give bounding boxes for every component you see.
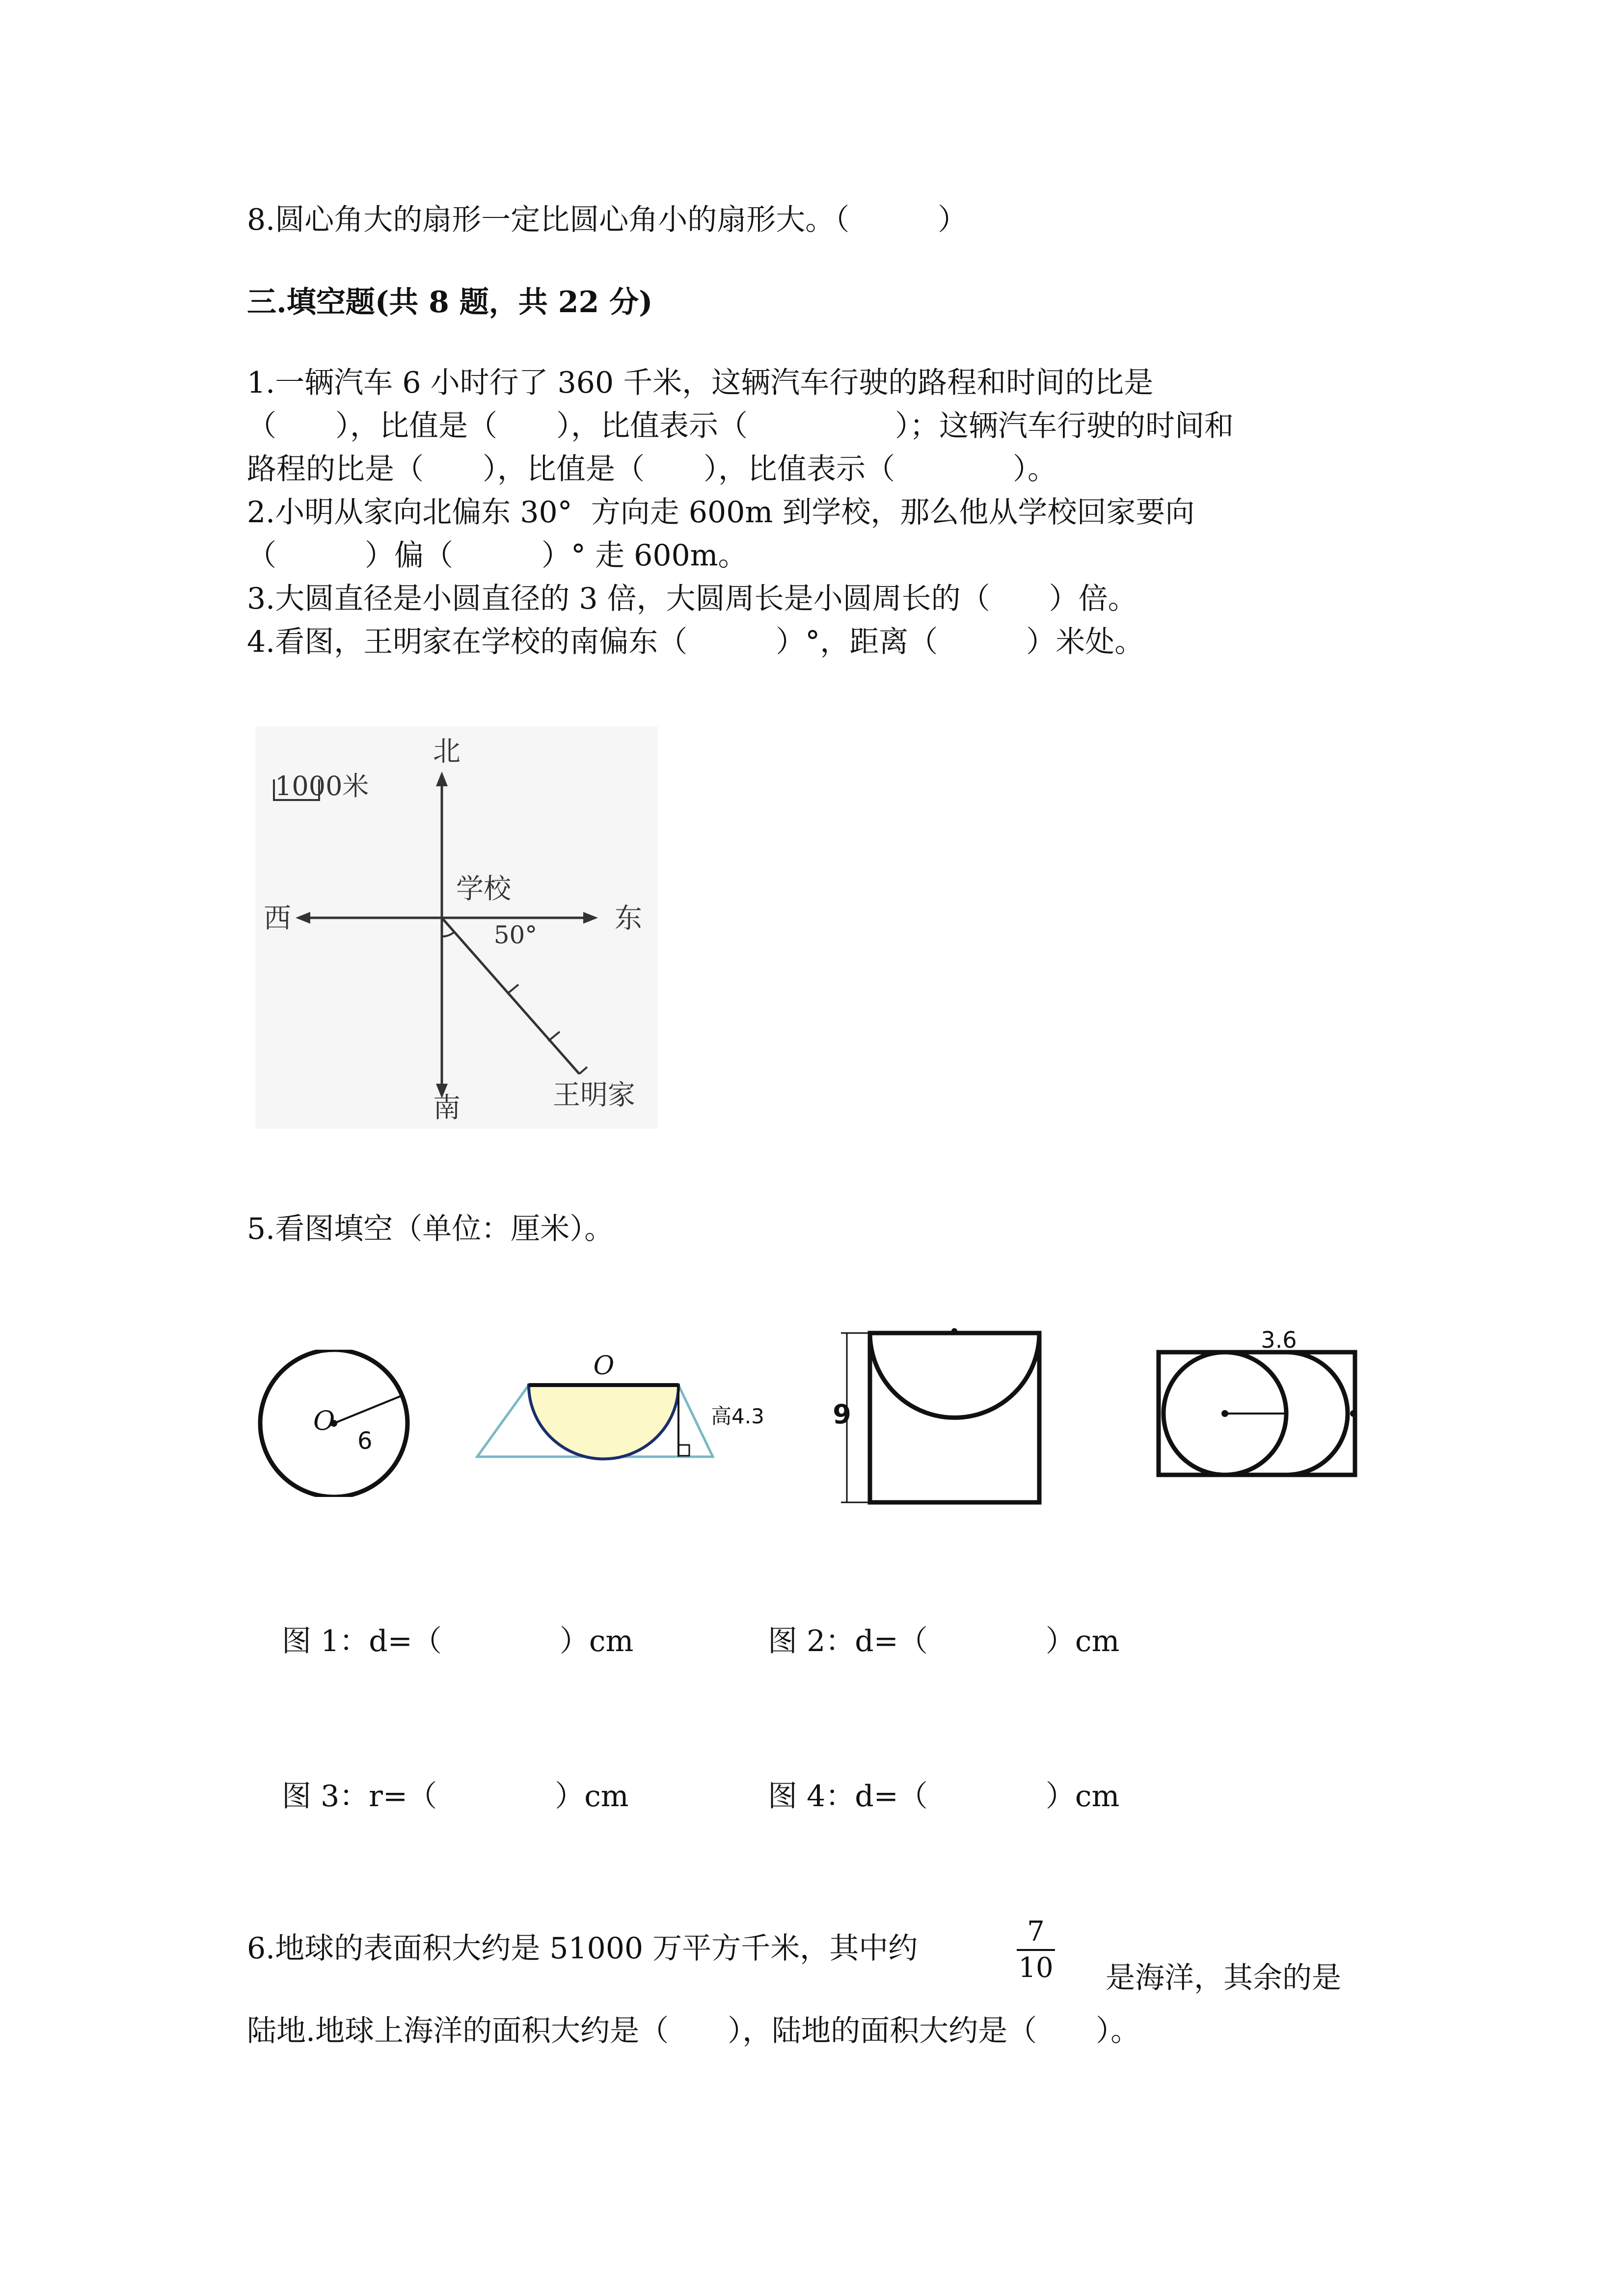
scale-label: 1000米 xyxy=(275,771,369,801)
semicircle-arc xyxy=(870,1333,1039,1417)
center-label: O xyxy=(593,1351,615,1381)
fraction-bar xyxy=(1017,1949,1055,1951)
height-label: 高4.3 xyxy=(711,1404,764,1428)
question-2-line-1: 2.小明从家向北偏东 30° 方向走 600m 到学校，那么他从学校回家要向 xyxy=(247,495,1195,530)
question-6-line-1a: 6.地球的表面积大约是 51000 万平方千米，其中约 xyxy=(247,1931,918,1966)
angle-label: 50° xyxy=(493,921,538,949)
center-label: O xyxy=(313,1405,335,1436)
center-dot xyxy=(1221,1410,1228,1417)
radius-label: 6 xyxy=(357,1427,373,1455)
north-label: 北 xyxy=(433,736,460,768)
question-5: 5.看图填空（单位：厘米）。 xyxy=(247,1212,614,1246)
school-label: 学校 xyxy=(456,873,511,905)
question-2-line-2: （ ）偏（ ）° 走 600m。 xyxy=(247,538,748,573)
answer-figure-4: 图 4：d=（ ）cm xyxy=(768,1779,1120,1814)
figure-4-rectangle xyxy=(1156,1325,1362,1487)
figure-1-circle xyxy=(250,1350,427,1497)
question-4: 4.看图，王明家在学校的南偏东（ ）°，距离（ ）米处。 xyxy=(247,625,1144,659)
semicircle-arc xyxy=(1286,1352,1348,1475)
east-label: 东 xyxy=(615,903,642,934)
semicircle xyxy=(529,1385,678,1459)
radius-line xyxy=(334,1396,400,1423)
edge-dot xyxy=(1350,1410,1357,1417)
section-title: 三.填空题(共 8 题，共 22 分) xyxy=(247,285,653,320)
right-angle-mark xyxy=(678,1445,689,1456)
question-8: 8.圆心角大的扇形一定比圆心角小的扇形大。（ ） xyxy=(247,203,968,237)
fraction-seven-tenths xyxy=(1014,1917,1058,1983)
top-label: 3.6 xyxy=(1261,1327,1297,1353)
question-1-line-3: 路程的比是（ ），比值是（ ），比值表示（ ）。 xyxy=(247,452,1057,486)
figure-2-trapezoid xyxy=(471,1350,795,1472)
home-label: 王明家 xyxy=(553,1079,635,1111)
side-label: 9 xyxy=(833,1399,851,1430)
fraction-numerator: 7 xyxy=(1027,1916,1045,1948)
question-1-line-2: （ ），比值是（ ），比值表示（ ）；这辆汽车行驶的时间和 xyxy=(247,409,1234,443)
question-3: 3.大圆直径是小圆直径的 3 倍，大圆周长是小圆周长的（ ）倍。 xyxy=(247,582,1137,616)
compass-diagram xyxy=(255,726,658,1129)
answer-figure-1: 图 1：d=（ ）cm xyxy=(282,1624,634,1658)
question-6-line-2: 陆地.地球上海洋的面积大约是（ ），陆地的面积大约是（ ）。 xyxy=(247,2014,1140,2048)
center-dot xyxy=(951,1328,957,1334)
question-1-line-1: 1.一辆汽车 6 小时行了 360 千米，这辆汽车行驶的路程和时间的比是 xyxy=(247,366,1154,400)
answer-figure-3: 图 3：r=（ ）cm xyxy=(282,1779,629,1814)
question-6-line-1b: 是海洋，其余的是 xyxy=(1106,1961,1341,1995)
west-label: 西 xyxy=(264,903,291,934)
south-label: 南 xyxy=(433,1092,460,1124)
figure-3-square xyxy=(832,1325,1048,1512)
fraction-denominator: 10 xyxy=(1018,1952,1054,1984)
answer-figure-2: 图 2：d=（ ）cm xyxy=(768,1624,1120,1658)
